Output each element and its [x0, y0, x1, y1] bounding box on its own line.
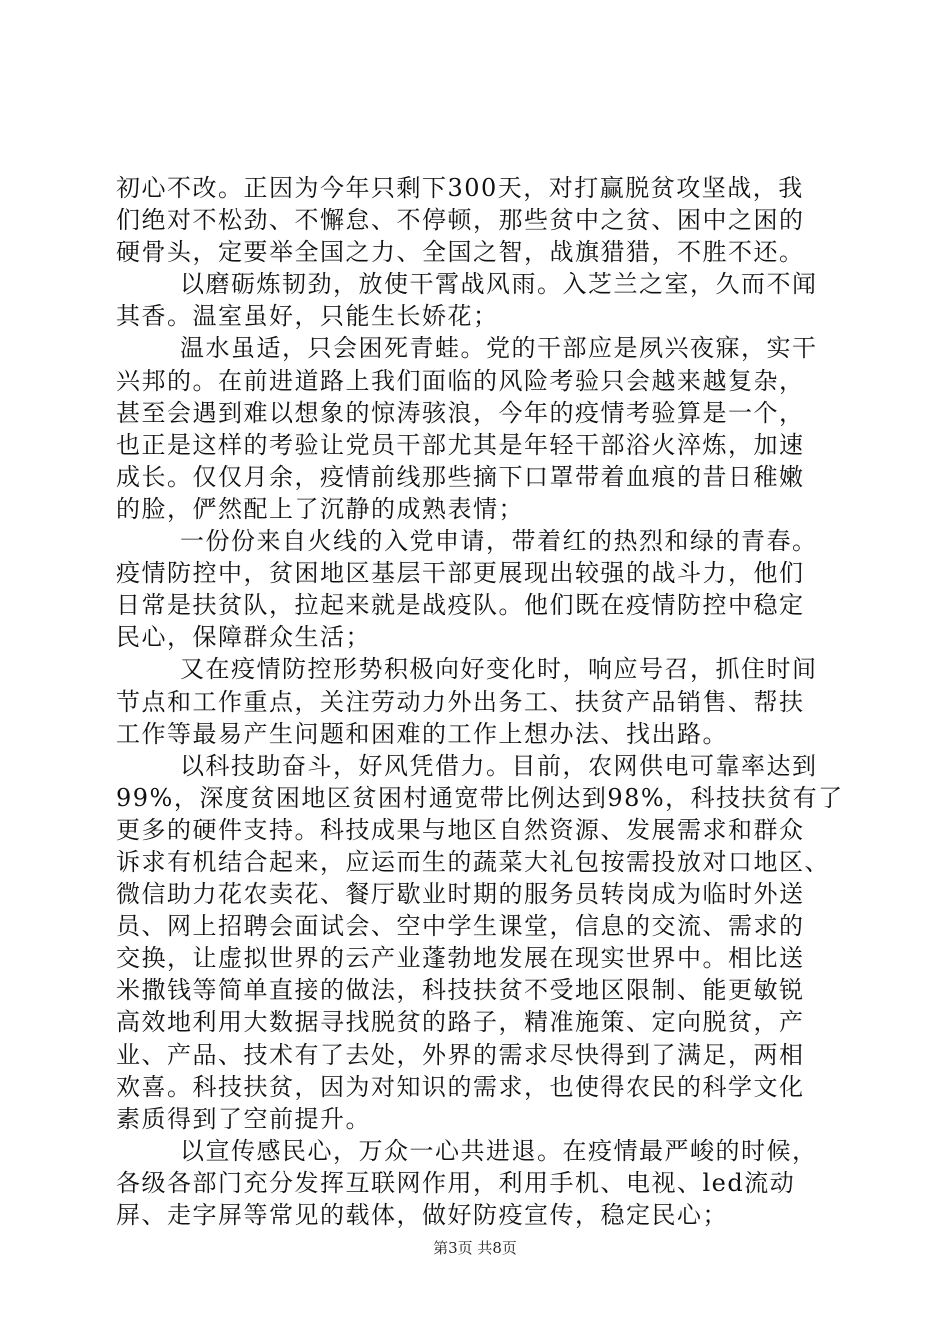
text-line: 业、产品、技术有了去处，外界的需求尽快得到了满足，两相	[116, 1040, 805, 1069]
paragraph	[116, 172, 838, 268]
text-line: 也正是这样的考验让党员干部尤其是年轻干部浴火淬炼，加速	[116, 430, 805, 459]
text-line: 米撒钱等简单直接的做法，科技扶贫不受地区限制、能更敏锐	[116, 976, 805, 1005]
text-line: 微信助力花农卖花、餐厅歇业时期的服务员转岗成为临时外送	[116, 880, 805, 909]
text-line: 疫情防控中，贫困地区基层干部更展现出较强的战斗力，他们	[116, 559, 805, 588]
text-line: 日常是扶贫队，拉起来就是战疫队。他们既在疫情防控中稳定	[116, 591, 805, 620]
document-body	[116, 172, 844, 1231]
text-line: 屏、走字屏等常见的载体，做好防疫宣传，稳定民心；	[116, 1201, 728, 1229]
paragraph	[116, 750, 844, 1135]
text-line: 温水虽适，只会困死青蛙。党的干部应是夙兴夜寐，实干	[180, 334, 818, 363]
text-line: 以宣传感民心，万众一心共进退。在疫情最严峻的时候，	[180, 1136, 818, 1165]
paragraph	[116, 653, 838, 749]
text-line: 99%，深度贫困地区贫困村通宽带比例达到98%，科技扶贫有了	[116, 783, 844, 812]
text-line: 又在疫情防控形势积极向好变化时，响应号召，抓住时间	[180, 655, 818, 684]
text-line: 员、网上招聘会面试会、空中学生课堂，信息的交流、需求的	[116, 912, 805, 941]
text-line: 初心不改。正因为今年只剩下300天，对打赢脱贫攻坚战，我	[116, 174, 804, 202]
text-line: 节点和工作重点，关注劳动力外出务工、扶贫产品销售、帮扶	[116, 687, 805, 716]
text-line: 一份份来自火线的入党申请，带着红的热烈和绿的青春。	[180, 527, 818, 556]
text-line: 的脸，俨然配上了沉静的成熟表情；	[116, 494, 524, 523]
text-line: 高效地利用大数据寻找脱贫的路子，精准施策、定向脱贫，产	[116, 1008, 805, 1037]
text-line: 以磨砺炼韧劲，放使干霄战风雨。入芝兰之室，久而不闻	[180, 270, 818, 299]
paragraph	[116, 332, 838, 525]
text-line: 工作等最易产生问题和困难的工作上想办法、找出路。	[116, 719, 728, 748]
paragraph	[116, 525, 838, 653]
text-line: 硬骨头，定要举全国之力、全国之智，战旗猎猎，不胜不还。	[116, 238, 805, 267]
text-line: 素质得到了空前提升。	[116, 1104, 371, 1133]
paragraph	[116, 268, 838, 332]
paragraph	[116, 1135, 838, 1231]
text-line: 以科技助奋斗，好风凭借力。目前，农网供电可靠率达到	[180, 751, 818, 780]
text-line: 甚至会遇到难以想象的惊涛骇浪，今年的疫情考验算是一个，	[116, 398, 805, 427]
text-line: 交换，让虚拟世界的云产业蓬勃地发展在现实世界中。相比送	[116, 944, 805, 973]
text-line: 诉求有机结合起来，应运而生的蔬菜大礼包按需投放对口地区、	[116, 847, 830, 876]
page-number-footer: 第3页 共8页	[433, 1239, 517, 1257]
text-line: 兴邦的。在前进道路上我们面临的风险考验只会越来越复杂，	[116, 366, 805, 395]
text-line: 各级各部门充分发挥互联网作用，利用手机、电视、led流动	[116, 1168, 796, 1197]
text-line: 民心，保障群众生活；	[116, 623, 371, 652]
text-line: 其香。温室虽好，只能生长娇花；	[116, 302, 499, 331]
text-line: 欢喜。科技扶贫，因为对知识的需求，也使得农民的科学文化	[116, 1072, 805, 1101]
text-line: 们绝对不松劲、不懈怠、不停顿，那些贫中之贫、困中之困的	[116, 206, 805, 235]
text-line: 成长。仅仅月余，疫情前线那些摘下口罩带着血痕的昔日稚嫩	[116, 462, 805, 491]
text-line: 更多的硬件支持。科技成果与地区自然资源、发展需求和群众	[116, 815, 805, 844]
